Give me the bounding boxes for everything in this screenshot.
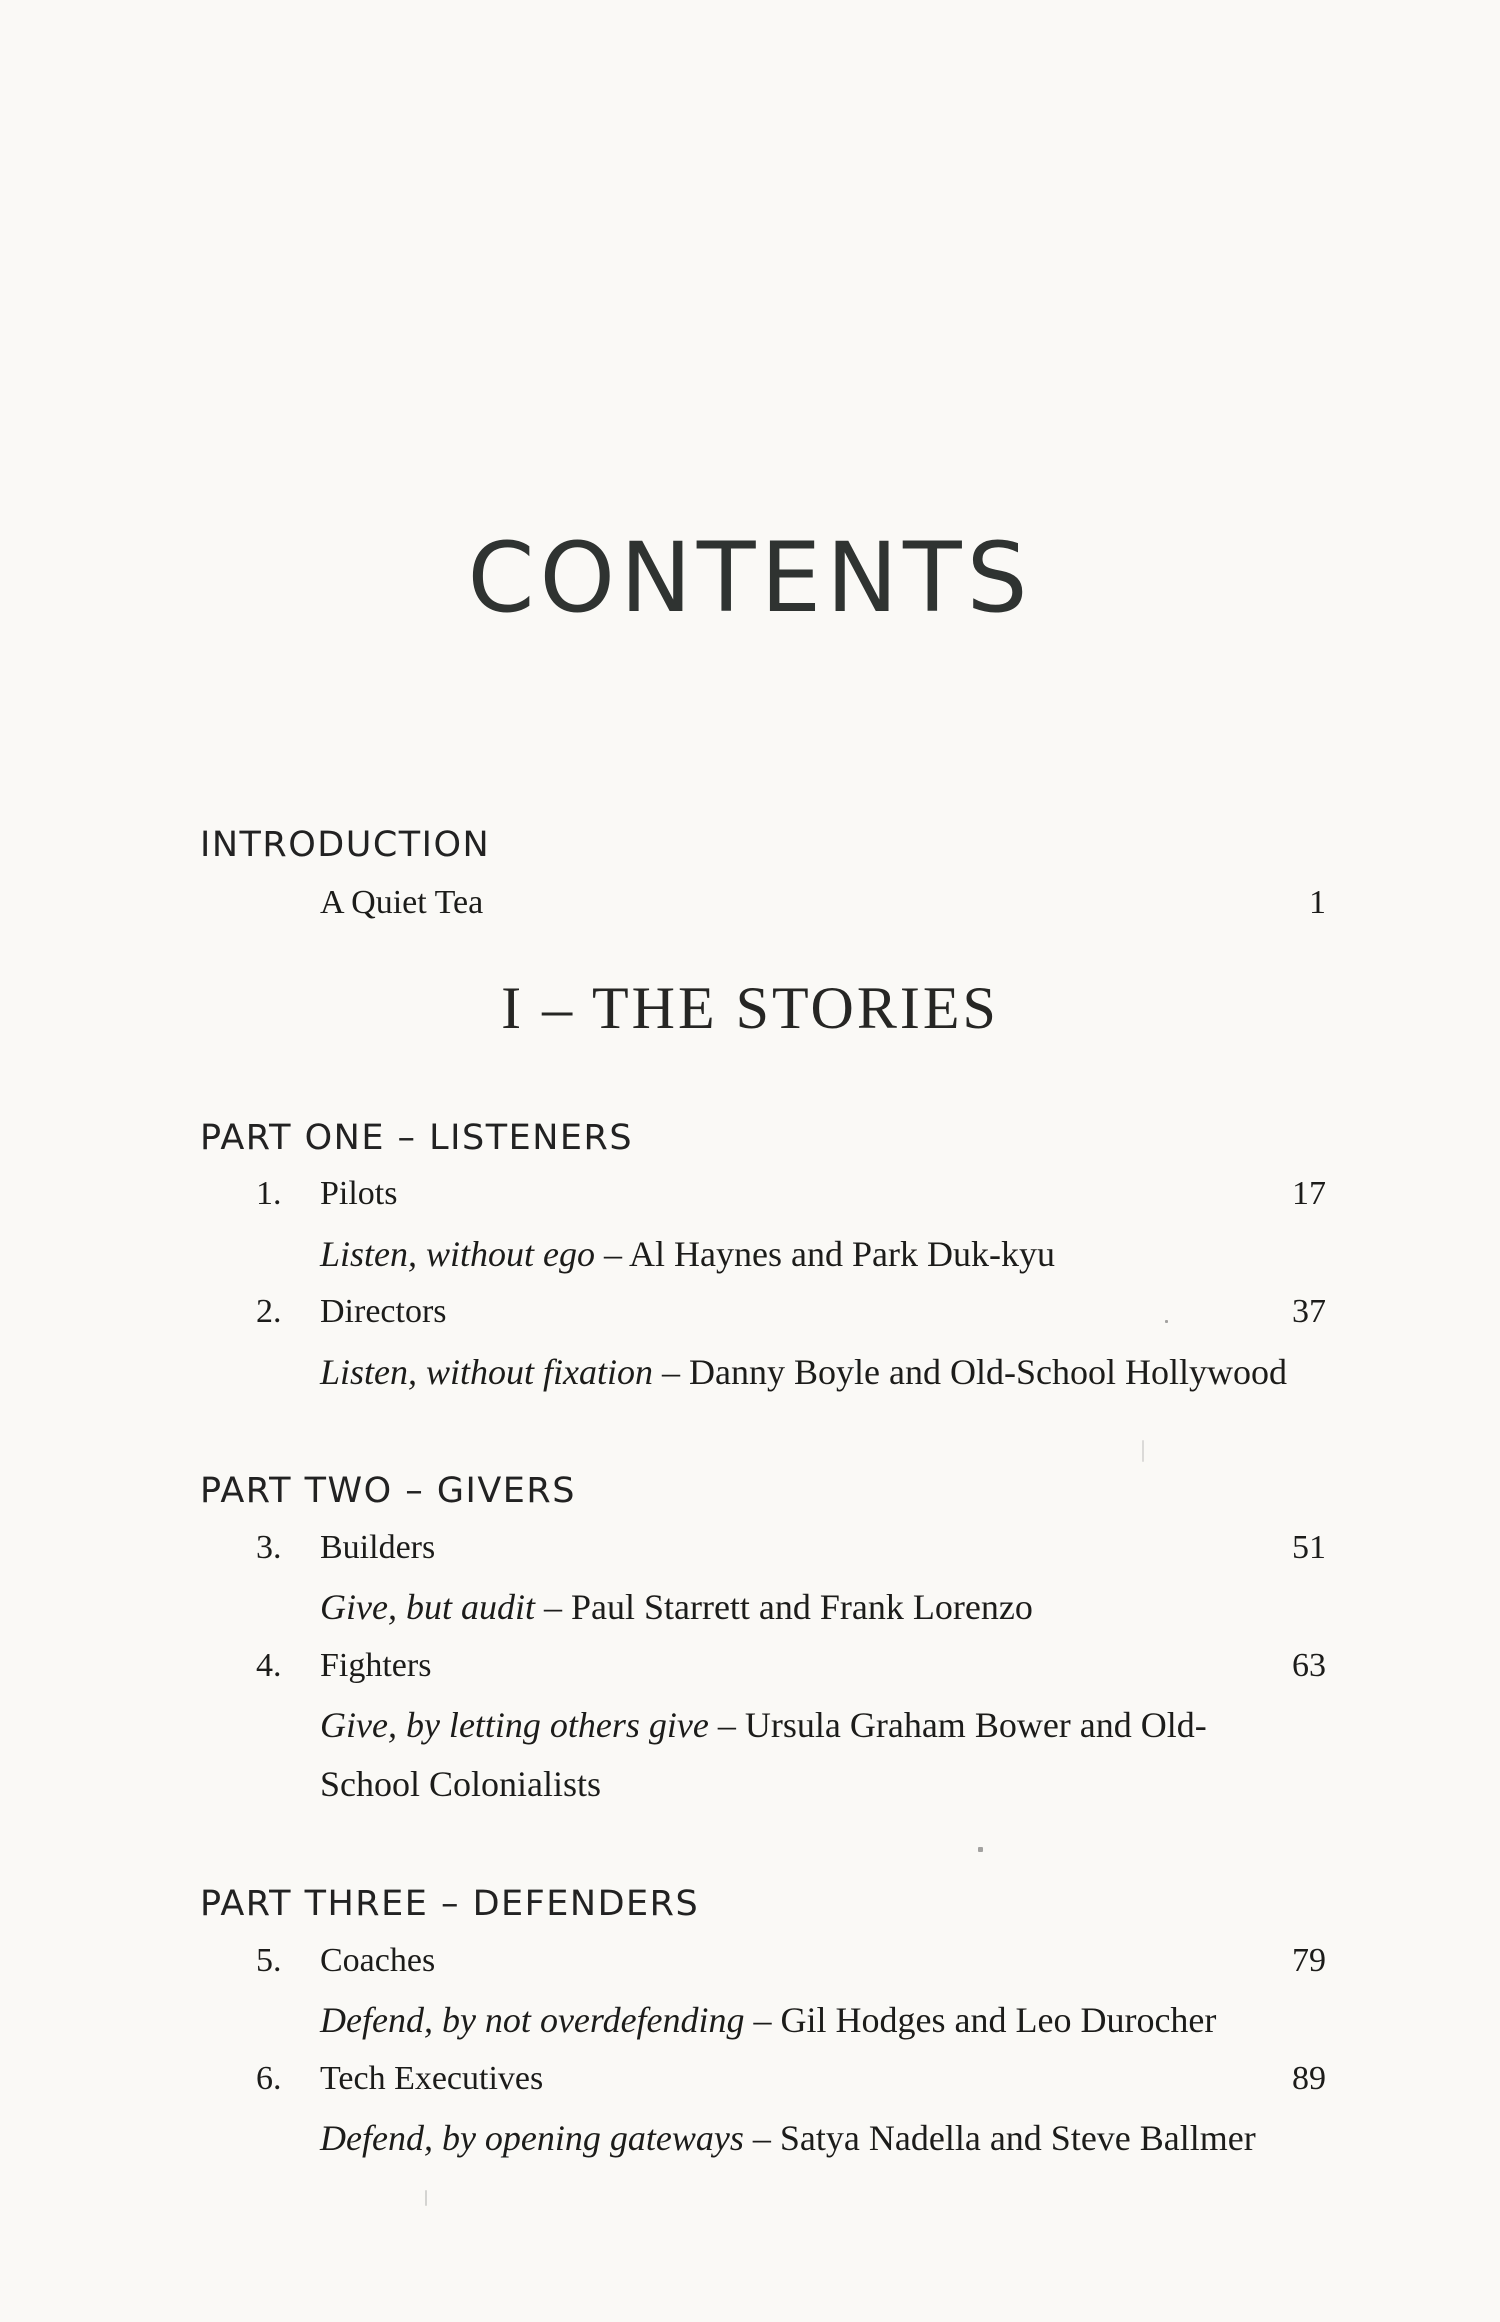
chapter-title: Tech Executives [320, 2060, 544, 2097]
chapter-subtitle [320, 1343, 1330, 1402]
chapter-title: Directors [320, 1293, 447, 1330]
subtitle-people: – Paul Starrett and Frank Lorenzo [534, 1587, 1033, 1627]
entry-page-number: 1 [1309, 884, 1326, 921]
chapter-number: 2. [256, 1293, 282, 1330]
chapter-number: 4. [256, 1647, 282, 1684]
scan-speck [1142, 1440, 1144, 1462]
section-label-part-one: PART ONE – LISTENERS [200, 1118, 634, 1158]
chapter-title: Pilots [320, 1175, 398, 1212]
toc-entry-chapter-5[interactable] [200, 1937, 1326, 1985]
toc-entry-chapter-4[interactable] [200, 1642, 1326, 1690]
entry-page-number: 17 [1292, 1175, 1326, 1212]
scan-speck [1165, 1320, 1168, 1323]
subtitle-people: – Gil Hodges and Leo Durocher [744, 2000, 1217, 2040]
section-label-part-three: PART THREE – DEFENDERS [200, 1884, 700, 1924]
toc-entry-chapter-2[interactable] [200, 1288, 1326, 1336]
chapter-subtitle [320, 1578, 1330, 1637]
toc-entry-chapter-1[interactable] [200, 1170, 1326, 1218]
subtitle-people: – Ursula Graham Bower and Old-School Colonialists [320, 1705, 1207, 1804]
chapter-number: 6. [256, 2060, 282, 2097]
page-title: CONTENTS [467, 522, 1033, 634]
book-part-heading: I – THE STORIES [501, 975, 999, 1041]
subtitle-people: – Danny Boyle and Old-School Hollywood [653, 1352, 1287, 1392]
subtitle-theme: Listen, without fixation [320, 1352, 654, 1392]
entry-page-number: 37 [1292, 1293, 1326, 1330]
scan-speck [425, 2190, 427, 2206]
entry-page-number: 63 [1292, 1647, 1326, 1684]
toc-entry-chapter-3[interactable] [200, 1524, 1326, 1572]
chapter-subtitle [320, 1991, 1330, 2050]
subtitle-theme: Give, by letting others give [320, 1705, 709, 1745]
chapter-title: Builders [320, 1529, 436, 1566]
section-label-part-two: PART TWO – GIVERS [200, 1471, 576, 1511]
subtitle-theme: Listen, without ego [320, 1234, 596, 1274]
chapter-title: Coaches [320, 1942, 436, 1979]
chapter-title: Fighters [320, 1647, 432, 1684]
chapter-subtitle [320, 1225, 1330, 1284]
chapter-number: 1. [256, 1175, 282, 1212]
chapter-number: 5. [256, 1942, 282, 1979]
chapter-number: 3. [256, 1529, 282, 1566]
scan-speck [978, 1847, 983, 1852]
toc-entry-chapter-6[interactable] [200, 2055, 1326, 2103]
entry-page-number: 51 [1292, 1529, 1326, 1566]
subtitle-theme: Give, but audit [320, 1587, 535, 1627]
toc-entry-introduction[interactable] [200, 879, 1326, 927]
entry-page-number: 79 [1292, 1942, 1326, 1979]
subtitle-people: – Satya Nadella and Steve Ballmer [743, 2118, 1256, 2158]
entry-title: A Quiet Tea [320, 884, 484, 921]
chapter-subtitle [320, 2109, 1330, 2168]
section-label-introduction: INTRODUCTION [200, 825, 491, 865]
subtitle-theme: Defend, by not overdefending [320, 2000, 745, 2040]
entry-page-number: 89 [1292, 2060, 1326, 2097]
chapter-subtitle [320, 1696, 1240, 1814]
subtitle-theme: Defend, by opening gateways [320, 2118, 744, 2158]
subtitle-people: – Al Haynes and Park Duk-kyu [595, 1234, 1055, 1274]
